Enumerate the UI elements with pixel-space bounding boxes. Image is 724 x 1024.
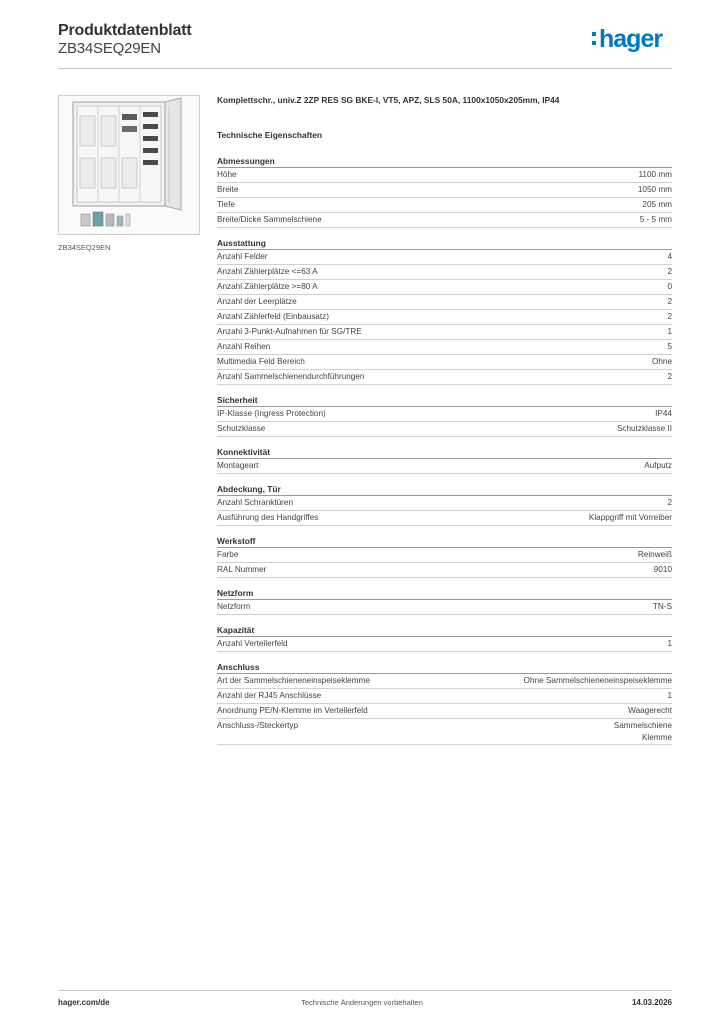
spec-value: 1 — [667, 327, 672, 336]
spec-row — [217, 689, 672, 704]
product-description: Komplettschr., univ.Z 2ZP RES SG BKE-I, VT5, APZ, SLS 50A, 1100x1050x205mm, IP44 — [217, 95, 560, 105]
spec-row — [217, 637, 672, 652]
spec-row — [217, 407, 672, 422]
spec-value: Sammelschiene Klemme — [613, 721, 672, 742]
spec-row — [217, 213, 672, 228]
section-gap — [217, 474, 672, 483]
product-code: ZB34SEQ29EN — [58, 40, 161, 57]
spec-row — [217, 704, 672, 719]
section-title: Ausstattung — [217, 237, 672, 250]
spec-label: Anschluss-/Steckertyp — [217, 721, 298, 730]
header-divider — [58, 68, 672, 69]
spec-row — [217, 600, 672, 615]
spec-value: 0 — [667, 282, 672, 291]
spec-value: Reinweiß — [637, 550, 672, 559]
footer-divider — [58, 990, 672, 991]
spec-label: Tiefe — [217, 200, 235, 209]
section-gap — [217, 385, 672, 394]
spec-value: Ohne — [651, 357, 672, 366]
logo-text: hager — [599, 25, 663, 53]
spec-value: 9010 — [653, 565, 672, 574]
hager-logo — [592, 27, 662, 52]
spec-section — [217, 587, 672, 615]
spec-value: 2 — [667, 372, 672, 381]
spec-value: 2 — [667, 297, 672, 306]
spec-label: Anzahl Zählerplätze >=80 A — [217, 282, 318, 291]
spec-row — [217, 250, 672, 265]
spec-value: Schutzklasse II — [616, 424, 672, 433]
spec-label: Breite — [217, 185, 239, 194]
spec-row — [217, 496, 672, 511]
spec-label: RAL Nummer — [217, 565, 267, 574]
footer-date: 14.03.2026 — [631, 998, 672, 1007]
spec-label: Anzahl Verteilerfeld — [217, 639, 288, 648]
spec-value: 5 - 5 mm — [639, 215, 672, 224]
spec-value: 205 mm — [642, 200, 672, 209]
spec-label: Art der Sammelschieneneinspeiseklemme — [217, 676, 370, 685]
spec-section — [217, 535, 672, 578]
spec-label: Breite/Dicke Sammelschiene — [217, 215, 322, 224]
spec-value: Ohne Sammelschieneneinspeiseklemme — [523, 676, 672, 685]
spec-label: Anzahl Schranktüren — [217, 498, 294, 507]
cabinet-illustration — [59, 96, 199, 234]
section-title: Abdeckung, Tür — [217, 483, 672, 496]
image-caption: ZB34SEQ29EN — [58, 243, 111, 252]
spec-value: 1100 mm — [638, 170, 672, 179]
section-gap — [217, 228, 672, 237]
spec-value: Aufputz — [644, 461, 672, 470]
footer-website-link[interactable]: hager.com/de — [58, 998, 110, 1007]
spec-section — [217, 446, 672, 474]
spec-row — [217, 280, 672, 295]
spec-row — [217, 370, 672, 385]
footer-notice: Technische Änderungen vorbehalten — [301, 998, 423, 1007]
spec-label: Ausführung des Handgriffes — [217, 513, 319, 522]
spec-label: Multimedia Feld Bereich — [217, 357, 305, 366]
spec-value: IP44 — [655, 409, 672, 418]
spec-value: 1 — [667, 691, 672, 700]
spec-label: Anzahl Felder — [217, 252, 268, 261]
spec-label: Höhe — [217, 170, 237, 179]
spec-section — [217, 483, 672, 526]
spec-value: 2 — [667, 312, 672, 321]
spec-row — [217, 168, 672, 183]
logo-colon-icon — [592, 32, 597, 50]
section-title: Netzform — [217, 587, 672, 600]
spec-row — [217, 563, 672, 578]
spec-value: 1 — [667, 639, 672, 648]
spec-row — [217, 295, 672, 310]
spec-value: Waagerecht — [628, 706, 672, 715]
tech-properties-heading: Technische Eigenschaften — [217, 130, 323, 140]
spec-label: Anzahl der Leerplätze — [217, 297, 297, 306]
spec-row — [217, 422, 672, 437]
spec-label: IP-Klasse (Ingress Protection) — [217, 409, 326, 418]
product-image — [58, 95, 200, 235]
spec-value: 1050 mm — [637, 185, 672, 194]
spec-label: Anzahl Zählerplätze <=63 A — [217, 267, 318, 276]
spec-label: Anzahl Zählerfeld (Einbausatz) — [217, 312, 329, 321]
spec-table — [217, 155, 672, 745]
spec-section — [217, 394, 672, 437]
section-gap — [217, 652, 672, 661]
spec-value: 2 — [667, 498, 672, 507]
spec-section — [217, 237, 672, 385]
spec-value: Klappgriff mit Vorreiber — [588, 513, 672, 522]
spec-value: 2 — [667, 267, 672, 276]
spec-label: Farbe — [217, 550, 239, 559]
section-gap — [217, 615, 672, 624]
spec-label: Netzform — [217, 602, 251, 611]
section-title: Kapazität — [217, 624, 672, 637]
spec-section — [217, 661, 672, 745]
spec-label: Anzahl Sammelschienendurchführungen — [217, 372, 365, 381]
spec-label: Schutzklasse — [217, 424, 266, 433]
spec-label: Anzahl der RJ45 Anschlüsse — [217, 691, 322, 700]
spec-row — [217, 674, 672, 689]
page-title: Produktdatenblatt — [58, 22, 192, 39]
spec-row — [217, 265, 672, 280]
section-title: Anschluss — [217, 661, 672, 674]
section-title: Abmessungen — [217, 155, 672, 168]
spec-section — [217, 624, 672, 652]
spec-value: 4 — [667, 252, 672, 261]
section-title: Sicherheit — [217, 394, 672, 407]
spec-row — [217, 719, 672, 745]
section-gap — [217, 437, 672, 446]
spec-label: Anzahl 3-Punkt-Aufnahmen für SG/TRE — [217, 327, 362, 336]
spec-section — [217, 155, 672, 228]
section-gap — [217, 578, 672, 587]
section-title: Konnektivität — [217, 446, 672, 459]
spec-label: Anordnung PE/N-Klemme im Verteilerfeld — [217, 706, 368, 715]
spec-row — [217, 340, 672, 355]
spec-label: Anzahl Reihen — [217, 342, 271, 351]
spec-row — [217, 459, 672, 474]
spec-row — [217, 511, 672, 526]
spec-row — [217, 355, 672, 370]
spec-value: 5 — [667, 342, 672, 351]
spec-row — [217, 310, 672, 325]
spec-row — [217, 325, 672, 340]
spec-value: TN-S — [652, 602, 672, 611]
spec-row — [217, 198, 672, 213]
spec-row — [217, 183, 672, 198]
section-gap — [217, 526, 672, 535]
section-title: Werkstoff — [217, 535, 672, 548]
spec-label: Montageart — [217, 461, 259, 470]
spec-row — [217, 548, 672, 563]
